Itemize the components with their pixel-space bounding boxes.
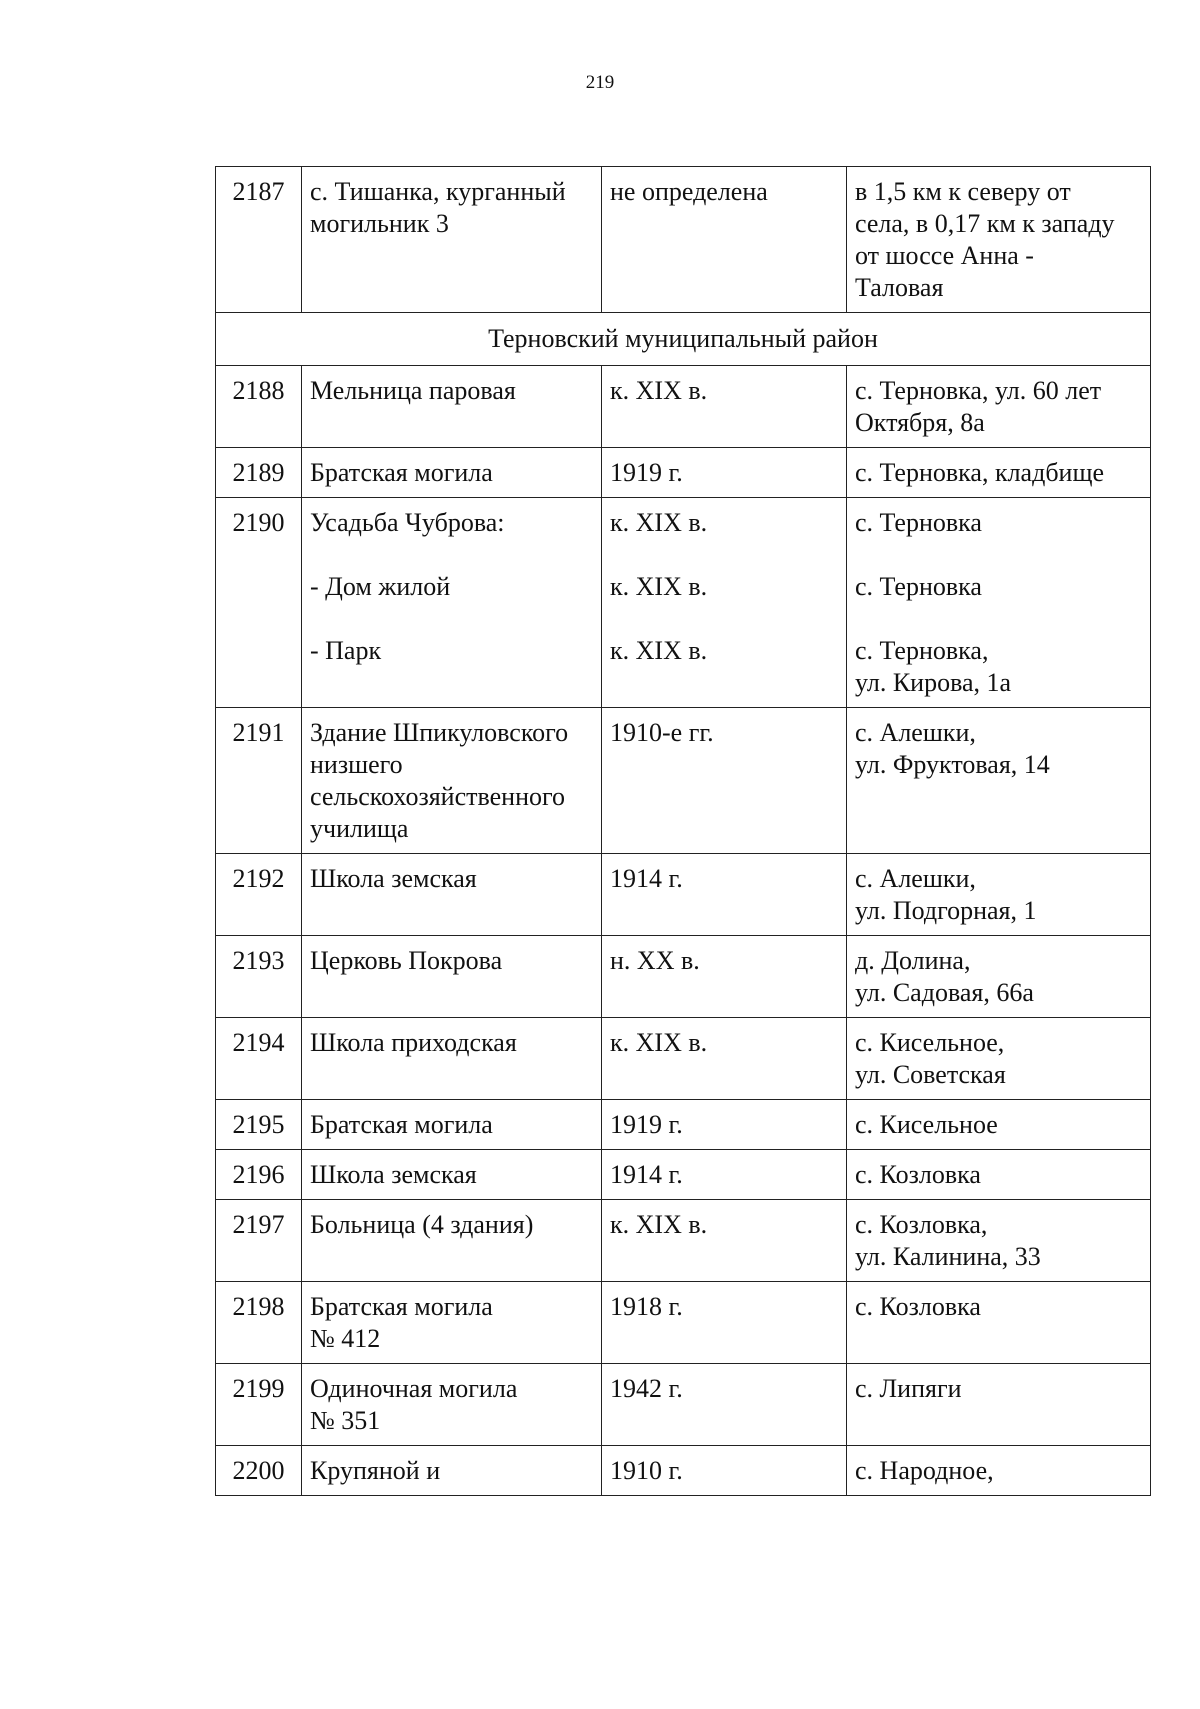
row-number: 2188 [216,366,302,448]
row-number: 2193 [216,936,302,1018]
section-title: Терновский муниципальный район [216,313,1151,366]
row-number: 2198 [216,1282,302,1364]
monument-name: Школа приходская [302,1018,602,1100]
row-number: 2197 [216,1200,302,1282]
monument-name: Усадьба Чуброва: - Дом жилой - Парк [302,498,602,708]
monument-name: Братская могила № 412 [302,1282,602,1364]
table-row [216,366,1151,448]
table-row [216,708,1151,854]
section-row [216,313,1151,366]
monument-name: Школа земская [302,854,602,936]
monument-location: с. Козловка [847,1150,1151,1200]
table-row [216,1364,1151,1446]
table-row [216,1100,1151,1150]
monument-location: с. Кисельное, ул. Советская [847,1018,1151,1100]
row-number: 2187 [216,167,302,313]
monument-date: 1942 г. [602,1364,847,1446]
monument-name: с. Тишанка, курганный могильник 3 [302,167,602,313]
monument-location: в 1,5 км к северу от села, в 0,17 км к западу от шоссе Анна - Таловая [847,167,1151,313]
monument-date: 1919 г. [602,1100,847,1150]
table-row [216,167,1151,313]
monument-date: 1914 г. [602,1150,847,1200]
table-row [216,448,1151,498]
monument-location: с. Терновка с. Терновка с. Терновка, ул. Кирова, 1а [847,498,1151,708]
monument-date: к. XIX в. [602,1200,847,1282]
monument-name: Школа земская [302,1150,602,1200]
monument-name: Одиночная могила № 351 [302,1364,602,1446]
monument-name: Крупяной и [302,1446,602,1496]
page-number: 219 [585,72,615,93]
monument-location: с. Липяги [847,1364,1151,1446]
row-number: 2195 [216,1100,302,1150]
monument-name: Братская могила [302,1100,602,1150]
row-number: 2192 [216,854,302,936]
monument-location: с. Кисельное [847,1100,1151,1150]
monuments-table [215,166,1151,1496]
row-number: 2199 [216,1364,302,1446]
monument-date: 1919 г. [602,448,847,498]
row-number: 2190 [216,498,302,708]
monument-name: Мельница паровая [302,366,602,448]
monument-date: не определена [602,167,847,313]
monument-name: Здание Шпикуловского низшего сельскохозяйственного училища [302,708,602,854]
row-number: 2194 [216,1018,302,1100]
row-number: 2200 [216,1446,302,1496]
row-number: 2189 [216,448,302,498]
monument-date: 1914 г. [602,854,847,936]
monument-name: Больница (4 здания) [302,1200,602,1282]
table-row [216,854,1151,936]
monument-name: Церковь Покрова [302,936,602,1018]
monument-date: 1918 г. [602,1282,847,1364]
monument-date: к. XIX в. [602,366,847,448]
monument-date: к. XIX в. к. XIX в. к. XIX в. [602,498,847,708]
monument-date: 1910 г. [602,1446,847,1496]
monument-location: с. Терновка, кладбище [847,448,1151,498]
table-row [216,1018,1151,1100]
table-row [216,936,1151,1018]
monument-location: с. Козловка, ул. Калинина, 33 [847,1200,1151,1282]
monument-location: с. Терновка, ул. 60 лет Октября, 8а [847,366,1151,448]
monument-location: д. Долина, ул. Садовая, 66а [847,936,1151,1018]
table-row [216,498,1151,708]
table-row [216,1200,1151,1282]
monument-date: к. XIX в. [602,1018,847,1100]
table-row [216,1150,1151,1200]
monument-date: 1910-е гг. [602,708,847,854]
monument-location: с. Алешки, ул. Подгорная, 1 [847,854,1151,936]
row-number: 2196 [216,1150,302,1200]
table-row [216,1446,1151,1496]
monuments-table-body [216,167,1151,1496]
table-row [216,1282,1151,1364]
monument-location: с. Народное, [847,1446,1151,1496]
monument-name: Братская могила [302,448,602,498]
monument-location: с. Козловка [847,1282,1151,1364]
row-number: 2191 [216,708,302,854]
monument-date: н. XX в. [602,936,847,1018]
monument-location: с. Алешки, ул. Фруктовая, 14 [847,708,1151,854]
